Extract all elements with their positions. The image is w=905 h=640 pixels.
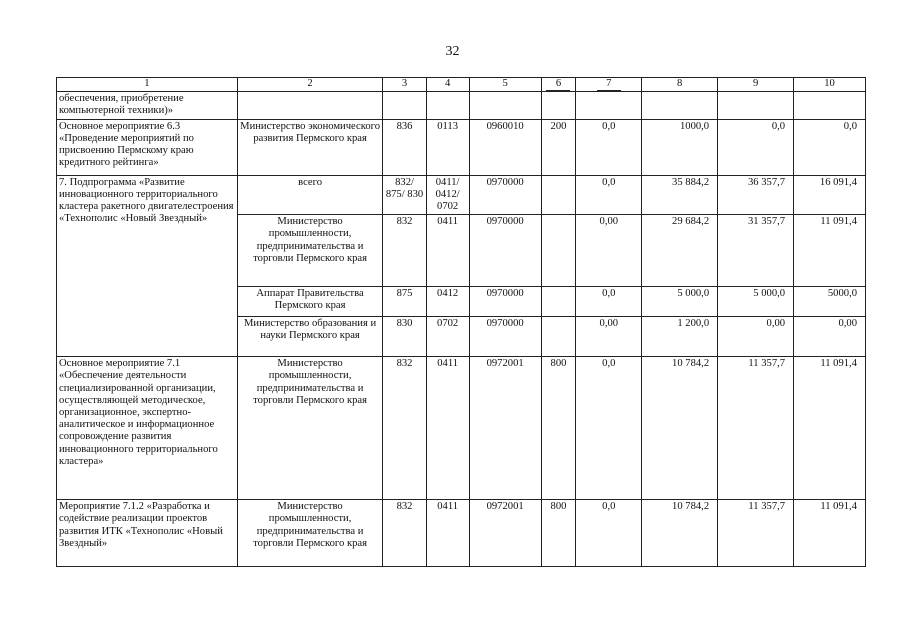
amount-col7-cell: 0,0: [576, 500, 642, 567]
amount-col7-cell: 0,0: [576, 175, 642, 215]
code-target-cell: 0970000: [469, 215, 541, 287]
executor-cell: Министерство промышленности, предпринимательства и торговли Пермского края: [237, 500, 383, 567]
code-gr-cell: 875: [383, 287, 426, 317]
amount-col9-cell: 0,0: [718, 119, 794, 175]
code-section-cell: 0411: [426, 215, 469, 287]
header-cell: 8: [642, 78, 718, 92]
table-row: [57, 500, 866, 567]
code-target-cell: 0972001: [469, 357, 541, 500]
amount-col9-cell: 36 357,7: [718, 175, 794, 215]
code-section-cell: 0411/ 0412/ 0702: [426, 175, 469, 215]
activity-name-cell: 7. Подпрограмма «Развитие инновационного территориального кластера ракетного двигателестроения «Технополис «Новый Звездный»: [57, 175, 238, 357]
table-row: [57, 119, 866, 175]
executor-cell: [237, 92, 383, 119]
amount-col7-cell: 0,0: [576, 357, 642, 500]
amount-col10-cell: 5000,0: [794, 287, 866, 317]
header-cell: 10: [794, 78, 866, 92]
executor-cell: всего: [237, 175, 383, 215]
code-gr-cell: 832: [383, 500, 426, 567]
header-cell: 7: [576, 78, 642, 92]
executor-cell: Министерство экономического развития Пермского края: [237, 119, 383, 175]
code-expense-cell: 800: [541, 500, 576, 567]
code-gr-cell: 836: [383, 119, 426, 175]
code-target-cell: 0960010: [469, 119, 541, 175]
activity-name-cell: Основное мероприятие 6.3 «Проведение мероприятий по присвоению Пермскому краю кредитного рейтинга»: [57, 119, 238, 175]
amount-col9-cell: [718, 92, 794, 119]
amount-col7-cell: [576, 92, 642, 119]
executor-cell: Министерство образования и науки Пермского края: [237, 317, 383, 357]
amount-col9-cell: 31 357,7: [718, 215, 794, 287]
amount-col8-cell: 10 784,2: [642, 357, 718, 500]
amount-col7-cell: 0,0: [576, 119, 642, 175]
header-cell: 5: [469, 78, 541, 92]
budget-table: [56, 77, 866, 567]
amount-col10-cell: 0,0: [794, 119, 866, 175]
header-row: [57, 78, 866, 92]
header-cell: 1: [57, 78, 238, 92]
amount-col10-cell: 11 091,4: [794, 500, 866, 567]
code-section-cell: 0411: [426, 357, 469, 500]
code-expense-cell: 200: [541, 119, 576, 175]
code-section-cell: [426, 92, 469, 119]
code-expense-cell: [541, 287, 576, 317]
table-row: [57, 357, 866, 500]
amount-col9-cell: 0,00: [718, 317, 794, 357]
code-gr-cell: 830: [383, 317, 426, 357]
header-cell: 3: [383, 78, 426, 92]
code-section-cell: 0411: [426, 500, 469, 567]
code-expense-cell: 800: [541, 357, 576, 500]
code-gr-cell: 832: [383, 357, 426, 500]
code-section-cell: 0702: [426, 317, 469, 357]
amount-col8-cell: [642, 92, 718, 119]
amount-col9-cell: 5 000,0: [718, 287, 794, 317]
code-section-cell: 0113: [426, 119, 469, 175]
activity-name-cell: Основное мероприятие 7.1 «Обеспечение деятельности специализированной организации, осуществляющей методическое, организационное, экспертно-аналитическое и информационное сопровождение развития инновационного территориального кластера»: [57, 357, 238, 500]
amount-col8-cell: 1000,0: [642, 119, 718, 175]
code-expense-cell: [541, 215, 576, 287]
table-body: [57, 78, 866, 567]
table-row: [57, 175, 866, 215]
amount-col8-cell: 35 884,2: [642, 175, 718, 215]
code-gr-cell: [383, 92, 426, 119]
code-target-cell: 0970000: [469, 287, 541, 317]
code-expense-cell: [541, 317, 576, 357]
activity-name-cell: Мероприятие 7.1.2 «Разработка и содействие реализации проектов развития ИТК «Технополис «Новый Звездный»: [57, 500, 238, 567]
code-target-cell: 0970000: [469, 175, 541, 215]
amount-col8-cell: 5 000,0: [642, 287, 718, 317]
amount-col9-cell: 11 357,7: [718, 357, 794, 500]
table-row: [57, 92, 866, 119]
header-cell: 4: [426, 78, 469, 92]
amount-col10-cell: 16 091,4: [794, 175, 866, 215]
code-expense-cell: [541, 92, 576, 119]
amount-col8-cell: 29 684,2: [642, 215, 718, 287]
executor-cell: Аппарат Правительства Пермского края: [237, 287, 383, 317]
amount-col7-cell: 0,00: [576, 317, 642, 357]
amount-col9-cell: 11 357,7: [718, 500, 794, 567]
code-target-cell: [469, 92, 541, 119]
amount-col8-cell: 1 200,0: [642, 317, 718, 357]
code-target-cell: 0970000: [469, 317, 541, 357]
header-cell: 6: [541, 78, 576, 92]
code-gr-cell: 832: [383, 215, 426, 287]
amount-col7-cell: 0,00: [576, 215, 642, 287]
amount-col10-cell: 11 091,4: [794, 357, 866, 500]
header-cell: 2: [237, 78, 383, 92]
amount-col10-cell: [794, 92, 866, 119]
amount-col8-cell: 10 784,2: [642, 500, 718, 567]
executor-cell: Министерство промышленности, предпринимательства и торговли Пермского края: [237, 357, 383, 500]
executor-cell: Министерство промышленности, предпринимательства и торговли Пермского края: [237, 215, 383, 287]
code-expense-cell: [541, 175, 576, 215]
page-number: 32: [445, 44, 460, 59]
amount-col7-cell: 0,0: [576, 287, 642, 317]
code-section-cell: 0412: [426, 287, 469, 317]
header-cell: 9: [718, 78, 794, 92]
code-gr-cell: 832/ 875/ 830: [383, 175, 426, 215]
activity-name-cell: обеспечения, приобретение компьютерной техники)»: [57, 92, 238, 119]
code-target-cell: 0972001: [469, 500, 541, 567]
amount-col10-cell: 0,00: [794, 317, 866, 357]
amount-col10-cell: 11 091,4: [794, 215, 866, 287]
